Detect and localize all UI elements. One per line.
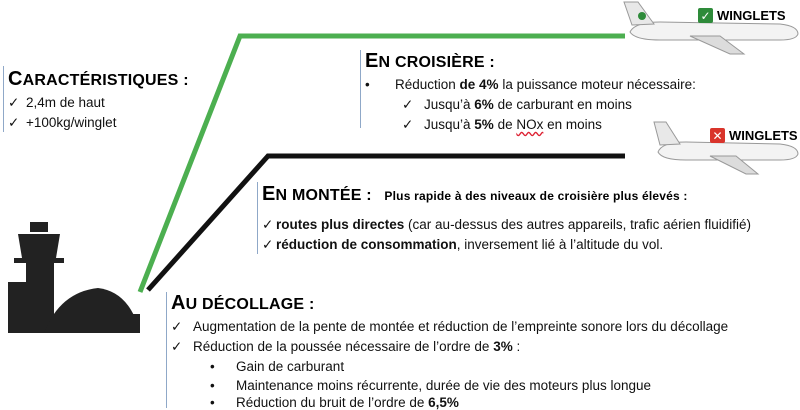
- bullet-icon: •: [210, 395, 215, 410]
- bullet-icon: •: [210, 378, 215, 393]
- climb-routes-item: ✓ routes plus directes (car au-dessus des autres appareils, trafic aérien fluidifié): [262, 217, 751, 232]
- airplane-without-winglets-icon: [650, 118, 800, 176]
- check-icon: ✓: [171, 339, 183, 354]
- winglets-yes-label: WINGLETS: [717, 8, 786, 23]
- check-icon: ✓: [402, 117, 414, 132]
- takeoff-noise-subitem: • Réduction du bruit de l’ordre de 6,5%: [210, 395, 459, 410]
- climb-title: EN MONTÉE : Plus rapide à des niveaux de croisière plus élevés :: [262, 183, 688, 205]
- check-icon: ✓: [402, 97, 414, 112]
- climb-subtitle: Plus rapide à des niveaux de croisière plus élevés :: [384, 189, 688, 203]
- characteristics-divider: [3, 66, 4, 132]
- bullet-icon: •: [210, 359, 215, 374]
- takeoff-maintenance-subitem: • Maintenance moins récurrente, durée de vie des moteurs plus longue: [210, 378, 651, 393]
- bullet-icon: •: [365, 77, 370, 92]
- characteristic-item-weight: ✓ +100kg/winglet: [8, 115, 117, 130]
- check-icon: ✓: [8, 115, 20, 130]
- green-flight-path: [140, 36, 625, 292]
- characteristics-title: CARACTÉRISTIQUES :: [8, 68, 189, 90]
- cruise-title: EN CROISIÈRE :: [365, 50, 495, 72]
- cruise-main-item: • Réduction de 4% la puissance moteur nécessaire:: [365, 77, 696, 92]
- climb-consumption-item: ✓ réduction de consommation, inversement lié à l’altitude du vol.: [262, 237, 664, 252]
- check-icon: ✓: [8, 95, 20, 110]
- takeoff-climb-item: ✓ Augmentation de la pente de montée et réduction de l’empreinte sonore lors du décollage: [171, 319, 729, 334]
- cruise-divider: [360, 50, 361, 128]
- check-icon: ✓: [171, 319, 183, 334]
- climb-divider: [257, 182, 258, 254]
- takeoff-thrust-item: ✓ Réduction de la poussée nécessaire de l’ordre de 3% :: [171, 339, 521, 354]
- control-tower-icon: [0, 222, 160, 342]
- cross-box-icon: ✕: [710, 128, 725, 143]
- takeoff-fuel-subitem: • Gain de carburant: [210, 359, 345, 374]
- takeoff-title: AU DÉCOLLAGE :: [171, 292, 315, 314]
- check-box-icon: ✓: [698, 8, 713, 23]
- winglets-no-label: WINGLETS: [729, 128, 798, 143]
- check-icon: ✓: [262, 237, 274, 252]
- takeoff-divider: [166, 292, 167, 408]
- characteristic-item-height: ✓ 2,4m de haut: [8, 95, 105, 110]
- cruise-nox-item: ✓ Jusqu’à 5% de NOx en moins: [402, 117, 602, 132]
- cruise-fuel-item: ✓ Jusqu’à 6% de carburant en moins: [402, 97, 632, 112]
- winglets-yes-badge: [698, 8, 786, 23]
- winglets-no-badge: [710, 128, 798, 143]
- check-icon: ✓: [262, 217, 274, 232]
